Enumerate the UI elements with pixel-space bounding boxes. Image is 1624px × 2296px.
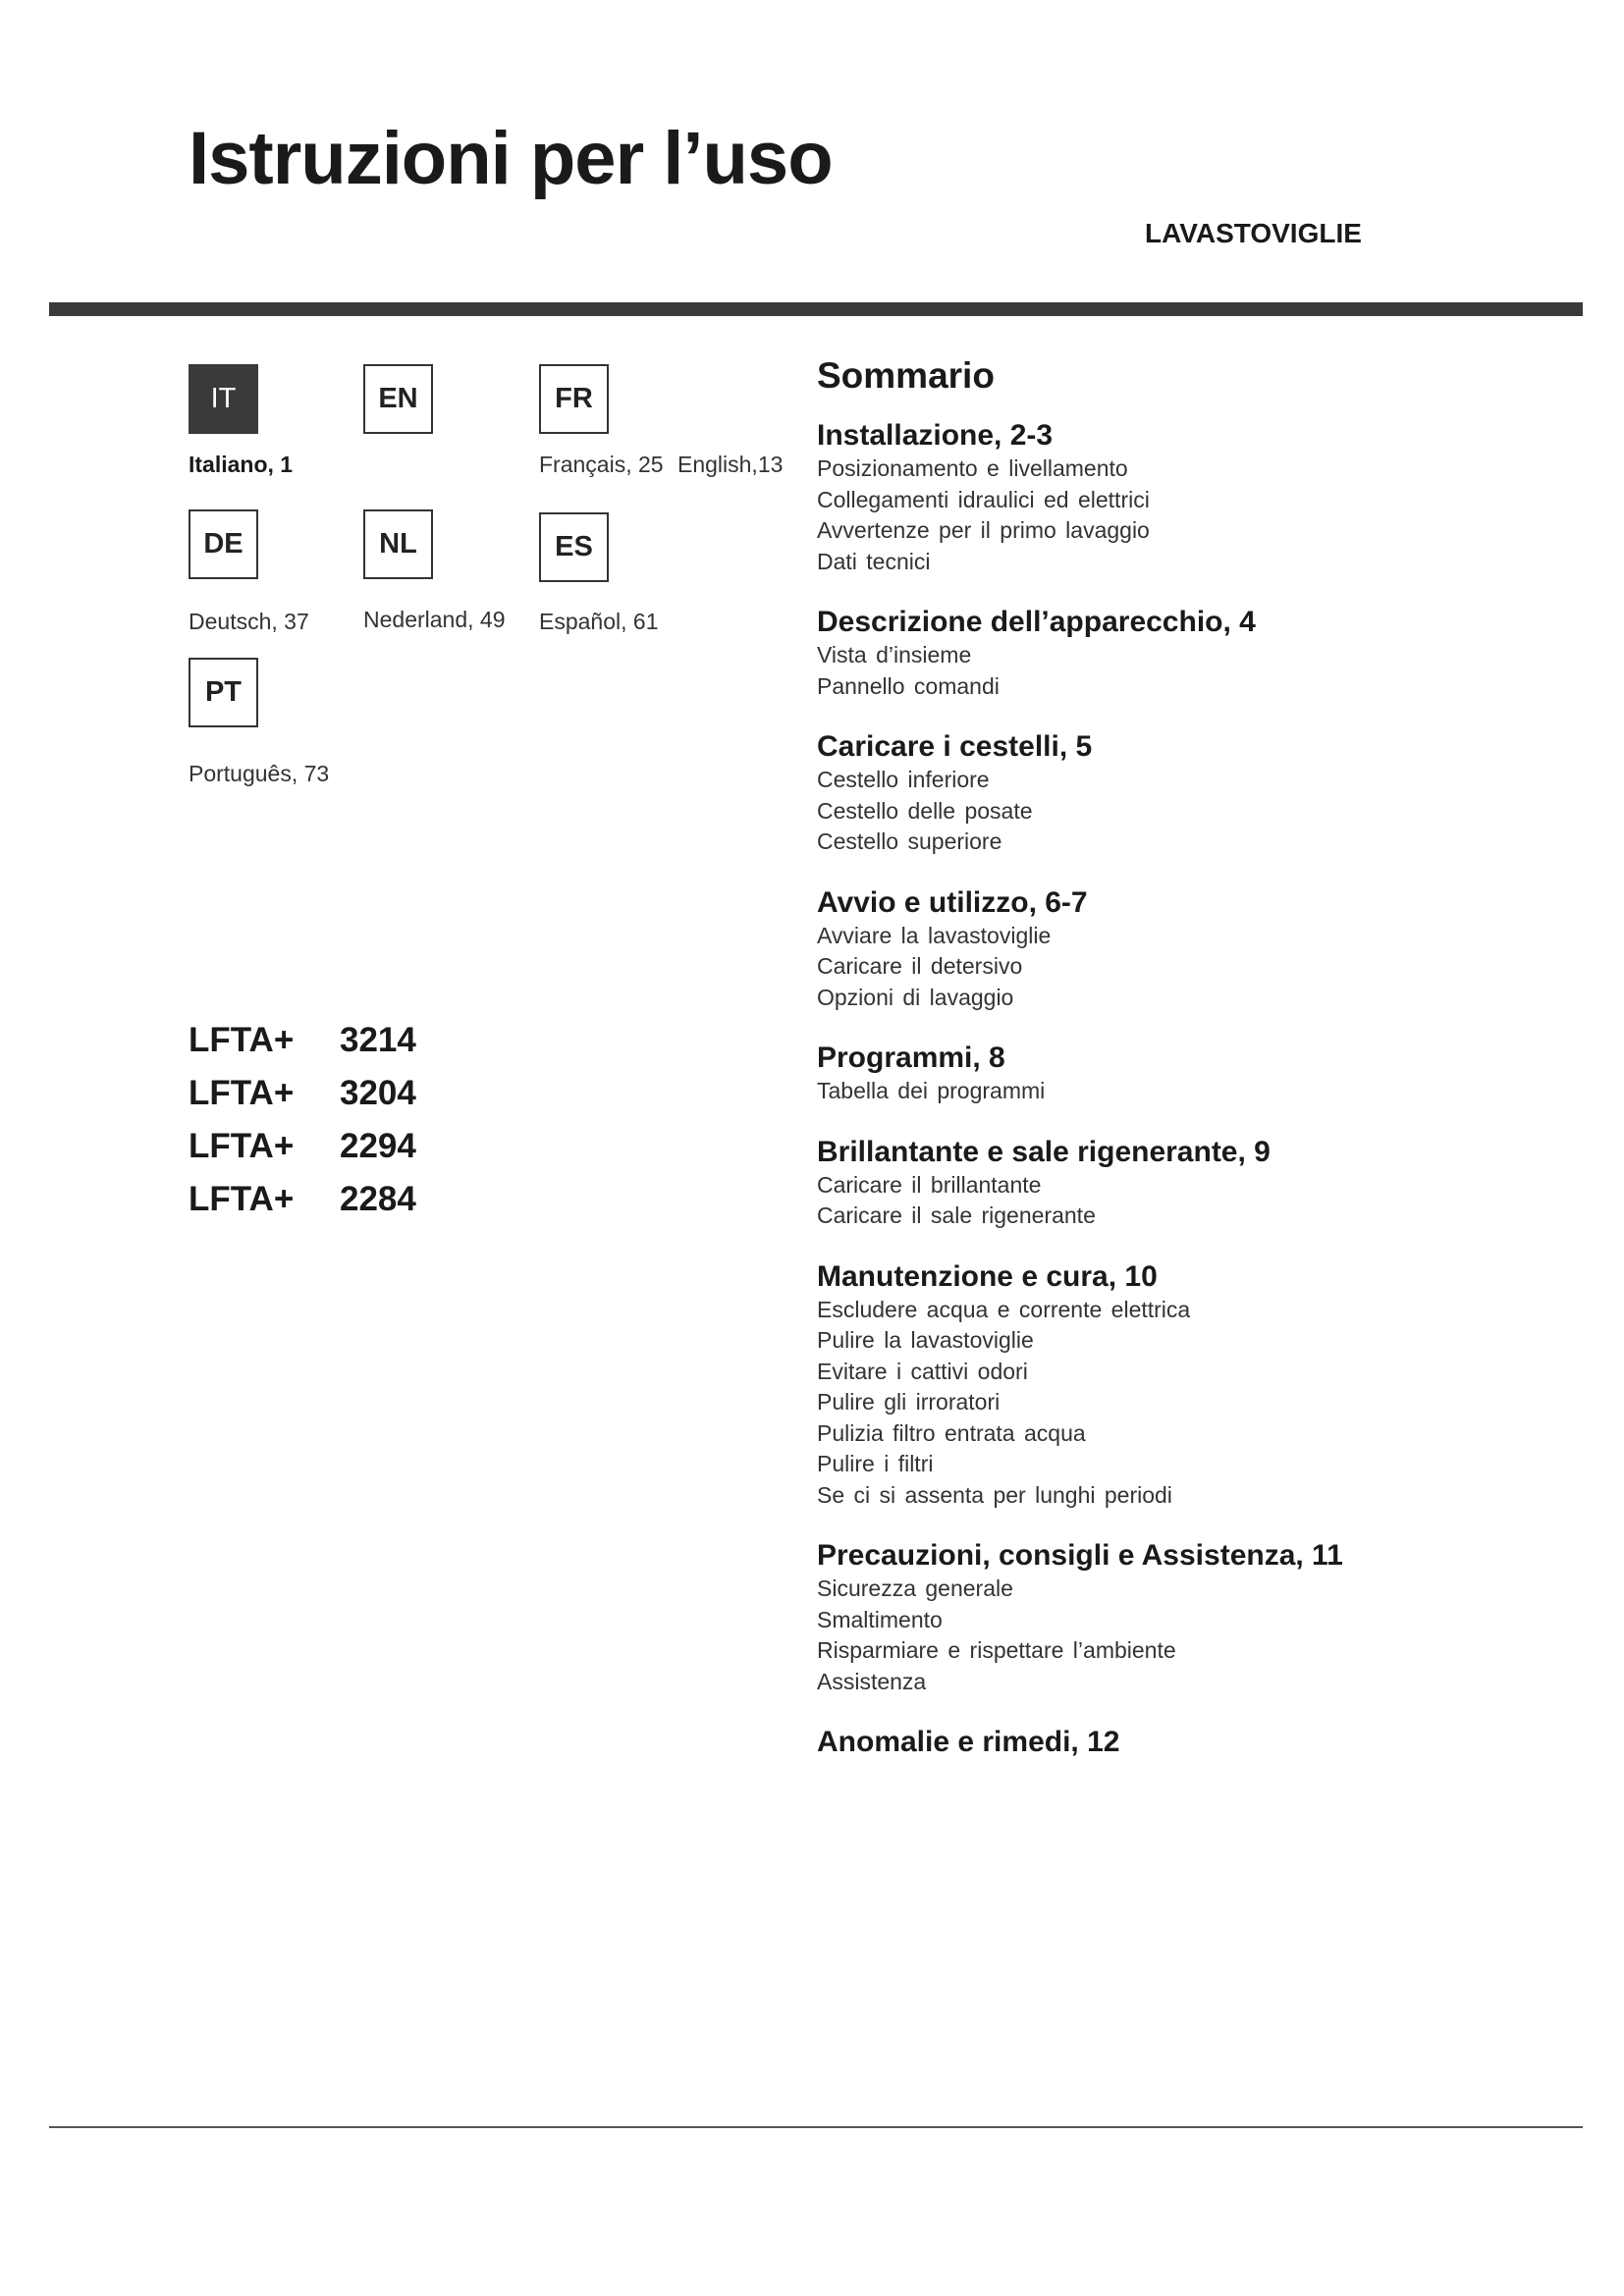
toc-item[interactable]: Cestello delle posate [817, 797, 1033, 824]
lang-box-fr[interactable]: FR [539, 364, 609, 434]
toc-section-heading[interactable]: Manutenzione e cura, 10 [817, 1259, 1158, 1293]
toc-item[interactable]: Sicurezza generale [817, 1575, 1013, 1601]
model-number: 2284 [340, 1180, 416, 1218]
toc-item[interactable]: Pulire la lavastoviglie [817, 1327, 1034, 1353]
toc-section-heading[interactable]: Precauzioni, consigli e Assistenza, 11 [817, 1539, 1343, 1572]
model-row [189, 1127, 416, 1180]
toc-item[interactable]: Avviare la lavastoviglie [817, 922, 1052, 948]
toc-item[interactable]: Evitare i cattivi odori [817, 1358, 1028, 1384]
toc-section [817, 1041, 1563, 1107]
toc-item[interactable]: Pulire gli irroratori [817, 1389, 1001, 1415]
toc-section-heading[interactable]: Caricare i cestelli, 5 [817, 730, 1093, 763]
toc-item[interactable]: Caricare il sale rigenerante [817, 1202, 1096, 1228]
lang-box-en[interactable]: EN [363, 364, 433, 434]
toc-item[interactable]: Se ci si assenta per lunghi periodi [817, 1481, 1172, 1508]
toc-section [817, 885, 1563, 1014]
toc-title: Sommario [817, 355, 995, 396]
lang-label-pt[interactable]: Português, 73 [189, 761, 330, 786]
lang-box-nl[interactable]: NL [363, 509, 433, 579]
toc-section-heading[interactable]: Avvio e utilizzo, 6-7 [817, 885, 1088, 919]
toc-item[interactable]: Pulizia filtro entrata acqua [817, 1419, 1086, 1446]
toc-section-heading[interactable]: Brillantante e sale rigenerante, 9 [817, 1135, 1271, 1168]
lang-label-en[interactable]: English,13 [677, 452, 784, 477]
toc-section [817, 605, 1563, 702]
toc-item[interactable]: Pannello comandi [817, 672, 1000, 699]
product-category: LAVASTOVIGLIE [1145, 218, 1362, 248]
model-prefix: LFTA+ [189, 1127, 295, 1165]
model-number: 3214 [340, 1021, 416, 1059]
model-row [189, 1021, 416, 1074]
toc-item[interactable]: Smaltimento [817, 1606, 943, 1632]
lang-label-de[interactable]: Deutsch, 37 [189, 609, 309, 634]
toc-item[interactable]: Vista d’insieme [817, 642, 972, 667]
toc-section [817, 418, 1563, 577]
toc-item[interactable]: Posizionamento e livellamento [817, 455, 1128, 481]
toc-item[interactable]: Dati tecnici [817, 548, 931, 574]
toc-item[interactable]: Cestello superiore [817, 828, 1002, 854]
toc-section [817, 1538, 1563, 1697]
toc-item[interactable]: Caricare il detersivo [817, 953, 1023, 979]
toc-section [817, 1259, 1563, 1512]
toc-sections [817, 418, 1563, 1760]
top-divider [49, 302, 1583, 316]
lang-label-es[interactable]: Español, 61 [539, 609, 659, 634]
toc-item[interactable]: Avvertenze per il primo lavaggio [817, 517, 1150, 543]
lang-label-it[interactable]: Italiano, 1 [189, 452, 294, 477]
toc-section-heading[interactable]: Installazione, 2-3 [817, 419, 1054, 452]
lang-box-de[interactable]: DE [189, 509, 258, 579]
toc-item[interactable]: Tabella dei programmi [817, 1078, 1046, 1103]
model-number: 3204 [340, 1074, 416, 1112]
toc-item[interactable]: Cestello inferiore [817, 767, 990, 792]
model-row [189, 1074, 416, 1127]
toc-item[interactable]: Pulire i filtri [817, 1451, 934, 1476]
lang-box-pt[interactable]: PT [189, 658, 258, 727]
toc-section [817, 729, 1563, 858]
toc-item[interactable]: Escludere acqua e corrente elettrica [817, 1296, 1191, 1322]
toc-item[interactable]: Assistenza [817, 1668, 927, 1694]
toc-section [817, 1135, 1563, 1232]
toc-item[interactable]: Opzioni di lavaggio [817, 984, 1014, 1010]
bottom-divider [49, 2126, 1583, 2128]
model-number: 2294 [340, 1127, 416, 1165]
page-title: Istruzioni per l’uso [189, 117, 833, 200]
toc-section-heading[interactable]: Anomalie e rimedi, 12 [817, 1726, 1120, 1758]
model-list [189, 1021, 416, 1233]
model-prefix: LFTA+ [189, 1180, 295, 1218]
lang-label-fr[interactable]: Français, 25 [539, 452, 664, 477]
lang-box-es[interactable]: ES [539, 512, 609, 582]
toc-section-heading[interactable]: Programmi, 8 [817, 1041, 1005, 1074]
lang-label-nl[interactable]: Nederland, 49 [363, 607, 506, 632]
toc-item[interactable]: Caricare il brillantante [817, 1171, 1042, 1198]
table-of-contents [817, 355, 1563, 1788]
toc-section-heading[interactable]: Descrizione dell’apparecchio, 4 [817, 606, 1256, 638]
toc-item[interactable]: Risparmiare e rispettare l’ambiente [817, 1637, 1176, 1663]
lang-box-it[interactable]: IT [189, 364, 258, 434]
toc-item[interactable]: Collegamenti idraulici ed elettrici [817, 486, 1150, 512]
model-row [189, 1180, 416, 1233]
toc-section [817, 1725, 1563, 1760]
model-prefix: LFTA+ [189, 1021, 295, 1059]
model-prefix: LFTA+ [189, 1074, 295, 1112]
